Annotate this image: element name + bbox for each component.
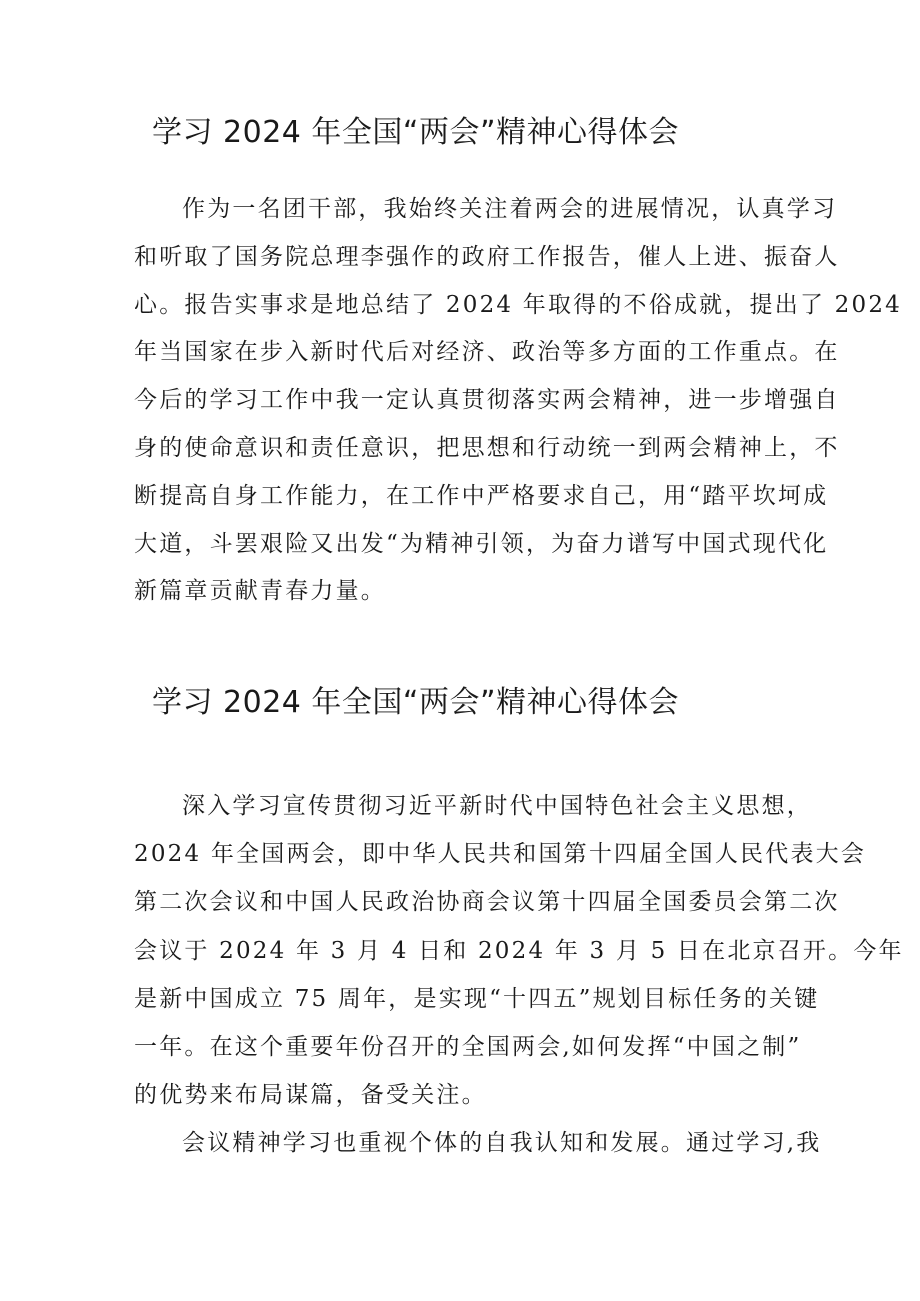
paragraph-line: 深入学习宣传贯彻习近平新时代中国特色社会主义思想， xyxy=(182,793,812,819)
paragraph-line: 心。报告实事求是地总结了 2024 年取得的不俗成就，提出了 2024 xyxy=(134,291,902,318)
paragraph-line: 年当国家在步入新时代后对经济、政治等多方面的工作重点。在 xyxy=(134,339,840,366)
paragraph-line: 大道，斗罢艰险又出发“为精神引领，为奋力谱写中国式现代化 xyxy=(134,530,829,557)
paragraph-line: 作为一名团干部，我始终关注着两会的进展情况，认真学习 xyxy=(182,196,838,222)
paragraph-line: 和听取了国务院总理李强作的政府工作报告，催人上进、振奋人 xyxy=(134,243,840,270)
section-2-paragraph-1 xyxy=(134,782,904,1119)
paragraph-line: 会议精神学习也重视个体的自我认知和发展。通过学习,我 xyxy=(182,1130,822,1156)
section-1-title: 学习 2024 年全国“两会”精神心得体会 xyxy=(152,115,680,150)
paragraph-line: 今后的学习工作中我一定认真贯彻落实两会精神，进一步增强自 xyxy=(134,387,840,414)
section-1-paragraph xyxy=(134,186,902,616)
paragraph-line: 的优势来布局谋篇，备受关注。 xyxy=(134,1082,487,1109)
paragraph-line: 一年。在这个重要年份召开的全国两会,如何发挥“中国之制” xyxy=(134,1033,802,1060)
paragraph-line: 身的使命意识和责任意识，把思想和行动统一到两会精神上，不 xyxy=(134,434,840,461)
paragraph-line: 会议于 2024 年 3 月 4 日和 2024 年 3 月 5 日在北京召开。今年 xyxy=(134,937,904,964)
paragraph-line: 是新中国成立 75 周年，是实现“十四五”规划目标任务的关键 xyxy=(134,985,820,1012)
paragraph-line: 2024 年全国两会，即中华人民共和国第十四届全国人民代表大会 xyxy=(134,841,867,868)
paragraph-line: 新篇章贡献青春力量。 xyxy=(134,578,386,605)
paragraph-line: 第二次会议和中国人民政治协商会议第十四届全国委员会第二次 xyxy=(134,889,840,916)
section-2-paragraph-2 xyxy=(134,1119,822,1167)
paragraph-line: 断提高自身工作能力，在工作中严格要求自己，用“踏平坎坷成 xyxy=(134,482,829,509)
section-2-title: 学习 2024 年全国“两会”精神心得体会 xyxy=(152,685,680,720)
